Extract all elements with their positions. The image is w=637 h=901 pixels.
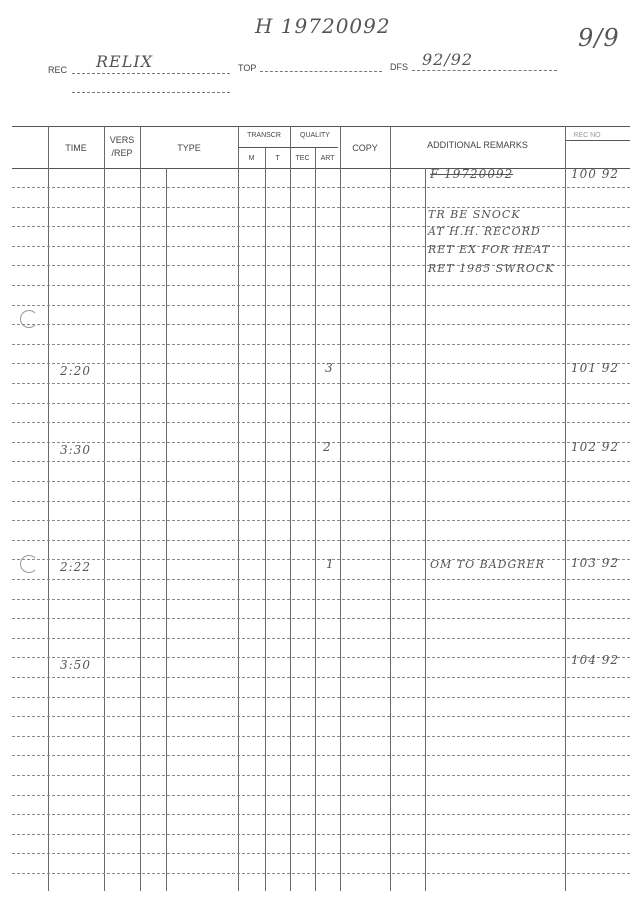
- dfs-label: DFS: [390, 62, 408, 72]
- row-rule: [12, 814, 630, 815]
- row-rule: [12, 834, 630, 835]
- entry-4-remarks: OM TO BADGRER: [430, 558, 545, 571]
- entry-4-time: 2:22: [60, 560, 91, 574]
- row-rule: [12, 422, 630, 423]
- col-header-vers-rep: VERS /REP: [109, 135, 135, 158]
- row-rule: [12, 383, 630, 384]
- punch-hole-top: [20, 310, 38, 328]
- row-rule: [12, 363, 630, 364]
- col-line-type-inner: [166, 168, 167, 891]
- entry-2-rec-no: 101 92: [571, 361, 619, 375]
- col-header-quality-art: ART: [320, 155, 335, 162]
- entry-1-remarks: F 19720092: [430, 167, 514, 181]
- row-rule: [12, 187, 630, 188]
- col-header-additional-remarks: ADDITIONAL REMARKS: [427, 140, 528, 150]
- entry-3-time: 3:30: [60, 443, 91, 457]
- row-rule: [12, 305, 630, 306]
- note-line-3: RET EX FOR HEAT: [428, 243, 551, 256]
- col-header-quality: QUALITY: [300, 132, 330, 139]
- row-rule: [12, 540, 630, 541]
- row-rule: [12, 638, 630, 639]
- row-rule: [12, 853, 630, 854]
- entry-2-time: 2:20: [60, 364, 91, 378]
- entry-4-rec-no: 103 92: [571, 556, 619, 570]
- col-line-remarks-right: [565, 126, 566, 891]
- entry-2-art: 3: [325, 361, 334, 375]
- col-line-remarks-inner: [425, 168, 426, 891]
- col-header-transcr-m: M: [248, 155, 255, 162]
- col-line-transcr-right: [290, 126, 291, 891]
- col-header-transcr: TRANSCR: [247, 132, 281, 139]
- col-line-type-right: [238, 126, 239, 891]
- row-rule: [12, 599, 630, 600]
- row-rule: [12, 697, 630, 698]
- col-line-vers-right: [140, 126, 141, 891]
- row-rule: [12, 344, 630, 345]
- subheader-rule: [238, 147, 338, 148]
- row-rule: [12, 716, 630, 717]
- row-rule: [12, 618, 630, 619]
- col-header-time: TIME: [65, 143, 87, 153]
- row-rule: [12, 481, 630, 482]
- entry-5-rec-no: 104 92: [571, 653, 619, 667]
- row-rule: [12, 520, 630, 521]
- row-rule: [12, 501, 630, 502]
- row-rule: [12, 442, 630, 443]
- col-header-transcr-t: T: [275, 155, 280, 162]
- row-rule: [12, 403, 630, 404]
- entry-5-time: 3:50: [60, 658, 91, 672]
- col-line-quality-right: [340, 126, 341, 891]
- rec-label: REC: [48, 65, 68, 75]
- row-rule: [12, 207, 630, 208]
- col-line-time-left: [48, 126, 49, 891]
- col-line-time-right: [104, 126, 105, 891]
- row-rule: [12, 755, 630, 756]
- row-rule: [12, 579, 630, 580]
- row-rule: [12, 795, 630, 796]
- dfs-value: 92/92: [422, 50, 474, 69]
- row-rule: [12, 775, 630, 776]
- col-header-copy: COPY: [352, 143, 378, 153]
- entry-3-rec-no: 102 92: [571, 440, 619, 454]
- col-line-m-right: [265, 147, 266, 891]
- row-rule: [12, 461, 630, 462]
- top-label: TOP: [238, 63, 257, 73]
- entry-4-art: 1: [326, 557, 335, 571]
- col-header-quality-tec: TEC: [295, 155, 310, 162]
- row-rule: [12, 324, 630, 325]
- rec-value: RELIX: [96, 52, 154, 71]
- row-rule: [12, 657, 630, 658]
- note-line-2: AT H.H. RECORD: [428, 225, 541, 238]
- note-line-1: TR BE SNOCK: [428, 208, 521, 221]
- row-rule: [12, 873, 630, 874]
- reference-number: H 19720092: [255, 14, 391, 38]
- row-rule: [12, 285, 630, 286]
- entry-3-art: 2: [323, 440, 332, 454]
- col-line-copy-right: [390, 126, 391, 891]
- entry-1-rec-no: 100 92: [571, 167, 619, 181]
- col-line-tec-right: [315, 147, 316, 891]
- punch-hole-bottom: [20, 555, 38, 573]
- note-line-4: RET 1985 SWROCK: [428, 262, 555, 275]
- row-rule: [12, 736, 630, 737]
- page-marker: 9/9: [578, 24, 620, 52]
- col-header-rec-no: REC NO: [573, 132, 601, 139]
- row-rule: [12, 677, 630, 678]
- col-header-type: TYPE: [177, 143, 201, 153]
